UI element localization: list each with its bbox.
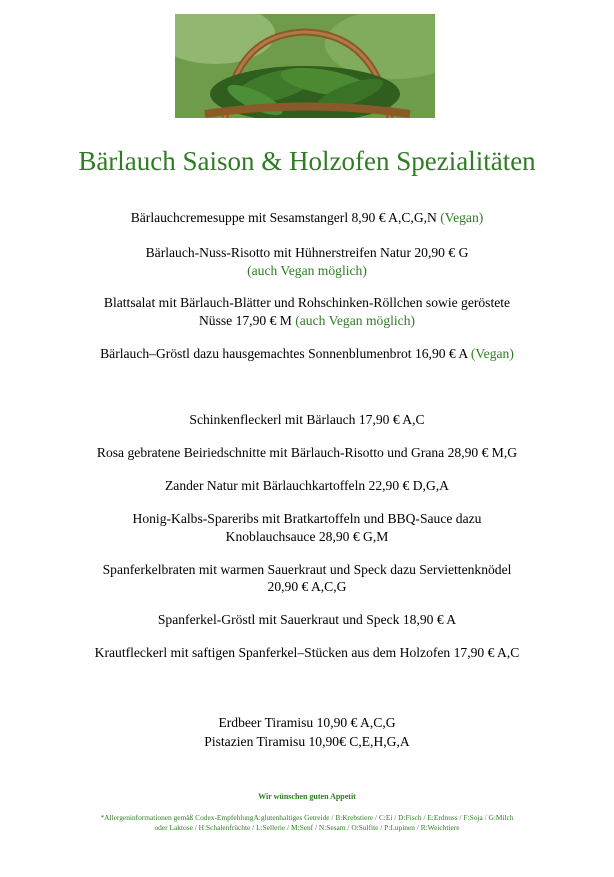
menu-item: Pistazien Tiramisu 10,90€ C,E,H,G,A [204,734,410,749]
menu-item: Blattsalat mit Bärlauch-Blätter und Rohschinken-Röllchen sowie geröstete [103,295,511,310]
menu-item: 20,90 € A,C,G [267,579,347,594]
allergen-info-line-2: oder Laktose / H:Schalenfrüchte / L:Sellerie / M:Senf / N:Sesam / O:Sulfite / P:Lupinen / R:Weichtiere [154,823,460,832]
menu-item: Honig-Kalbs-Spareribs mit Bratkartoffeln und BBQ-Sauce dazu [132,511,482,526]
allergen-info-line-1: *Allergeninformationen gemäß Codex-EmpfehlungA:glutenhaltiges Getreide / B:Krebstiere / C:Ei / D:Fisch / E:Erdnuss / F:Soja / G:Milch [100,813,514,822]
basket-illustration [175,14,435,118]
page-title: Bärlauch Saison & Holzofen Spezialitäten [78,146,536,176]
wild-garlic-basket-photo [175,14,435,118]
menu-item: Knoblauchsauce 28,90 € G,M [225,529,389,544]
menu-item: Krautfleckerl mit saftigen Spanferkel–Stücken aus dem Holzofen 17,90 € A,C [94,645,520,660]
menu-item: Bärlauch–Gröstl dazu hausgemachtes Sonnenblumenbrot 16,90 € A (Vegan) [100,346,514,361]
menu-item: Zander Natur mit Bärlauchkartoffeln 22,90 € D,G,A [164,478,449,493]
menu-item: Bärlauch-Nuss-Risotto mit Hühnerstreifen Natur 20,90 € G [145,245,469,260]
menu-item: Nüsse 17,90 € M (auch Vegan möglich) [198,313,416,328]
menu-item: Schinkenfleckerl mit Bärlauch 17,90 € A,C [189,412,425,427]
menu-item-note: (auch Vegan möglich) [247,263,367,278]
footer-wish: Wir wünschen guten Appetit [258,792,356,801]
menu-item: Erdbeer Tiramisu 10,90 € A,C,G [218,715,396,730]
menu-item: Bärlauchcremesuppe mit Sesamstangerl 8,90 € A,C,G,N (Vegan) [130,210,484,225]
menu-item: Spanferkel-Gröstl mit Sauerkraut und Speck 18,90 € A [157,612,457,627]
menu-item: Spanferkelbraten mit warmen Sauerkraut und Speck dazu Serviettenknödel [102,562,512,577]
menu-item: Rosa gebratene Beiriedschnitte mit Bärlauch-Risotto und Grana 28,90 € M,G [96,445,518,460]
